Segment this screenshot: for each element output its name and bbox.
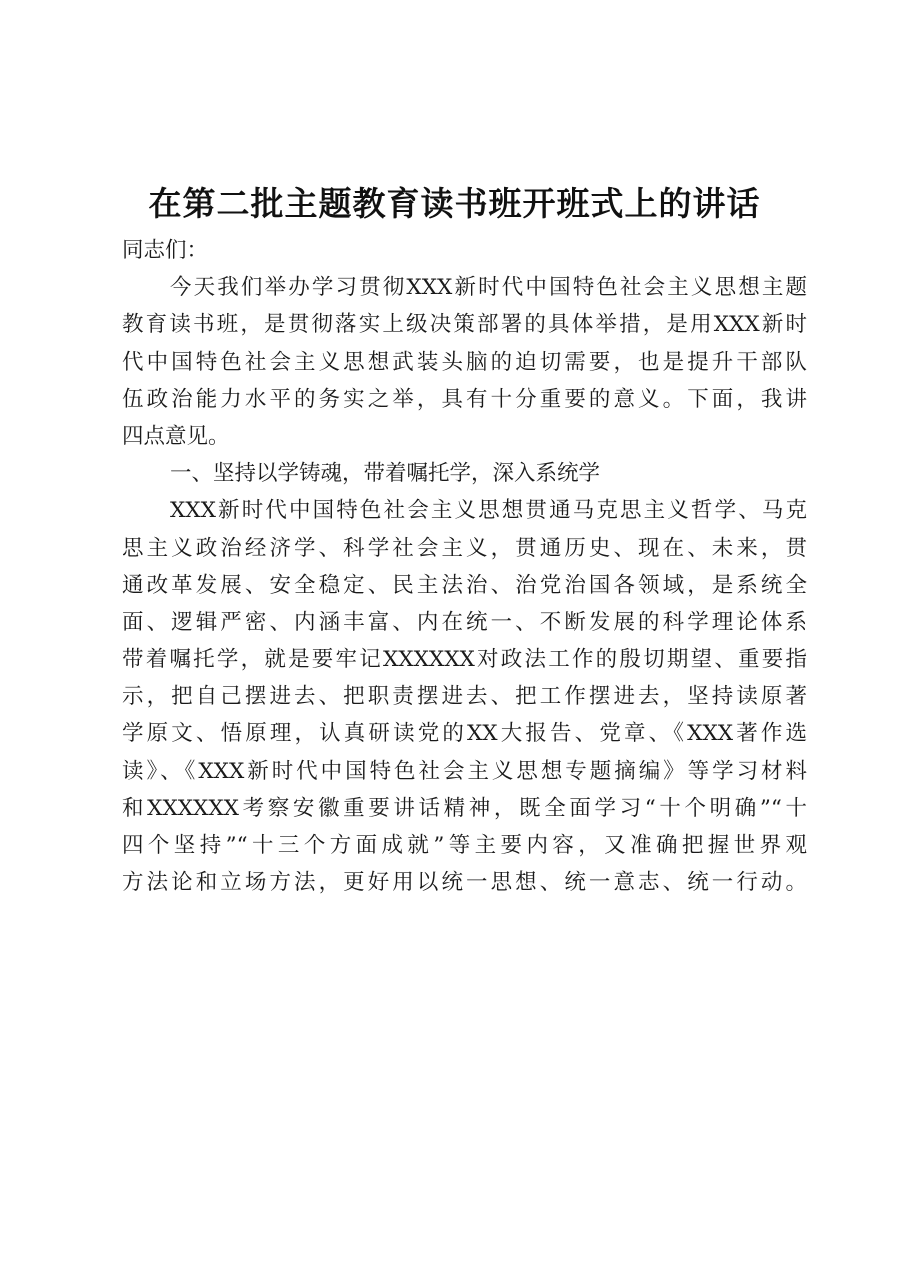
paragraph-line: 通改革发展、安全稳定、民主法治、治党治国各领域，是系统全 bbox=[122, 572, 807, 598]
paragraph-line: 伍政治能力水平的务实之举，具有十分重要的意义。下面，我讲 bbox=[122, 386, 807, 412]
paragraph-line: XXX新时代中国特色社会主义思想贯通马克思主义哲学、马克 bbox=[170, 498, 807, 524]
paragraph-line: 今天我们举办学习贯彻XXX新时代中国特色社会主义思想主题 bbox=[170, 275, 807, 301]
paragraph-line: 教育读书班，是贯彻落实上级决策部署的具体举措，是用XXX新时 bbox=[122, 312, 807, 338]
paragraph-line: 代中国特色社会主义思想武装头脑的迫切需要，也是提升干部队 bbox=[122, 349, 807, 375]
document-title: 在第二批主题教育读书班开班式上的讲话 bbox=[148, 184, 761, 223]
paragraph-line: 四点意见。 bbox=[122, 423, 230, 449]
paragraph-line: 和XXXXXX考察安徽重要讲话精神，既全面学习“十个明确”“十 bbox=[122, 795, 807, 821]
paragraph-line: 示，把自己摆进去、把职责摆进去、把工作摆进去，坚持读原著 bbox=[122, 684, 807, 710]
paragraph-line: 面、逻辑严密、内涵丰富、内在统一、不断发展的科学理论体系 bbox=[122, 609, 807, 635]
section-heading: 一、坚持以学铸魂，带着嘱托学，深入系统学 bbox=[170, 461, 601, 487]
paragraph-line: 思主义政治经济学、科学社会主义，贯通历史、现在、未来，贯 bbox=[122, 535, 807, 561]
salutation: 同志们： bbox=[122, 238, 209, 263]
paragraph-line: 读》、《XXX新时代中国特色社会主义思想专题摘编》等学习材料 bbox=[122, 758, 807, 784]
paragraph-line: 带着嘱托学，就是要牢记XXXXXX对政法工作的殷切期望、重要指 bbox=[122, 647, 807, 673]
document-body bbox=[122, 232, 807, 901]
paragraph-line: 方法论和立场方法，更好用以统一思想、统一意志、统一行动。 bbox=[122, 870, 807, 896]
paragraph-line: 学原文、悟原理，认真研读党的XX大报告、党章、《XXX著作选 bbox=[122, 721, 807, 747]
paragraph-line: 四个坚持”“十三个方面成就”等主要内容，又准确把握世界观 bbox=[122, 833, 807, 858]
